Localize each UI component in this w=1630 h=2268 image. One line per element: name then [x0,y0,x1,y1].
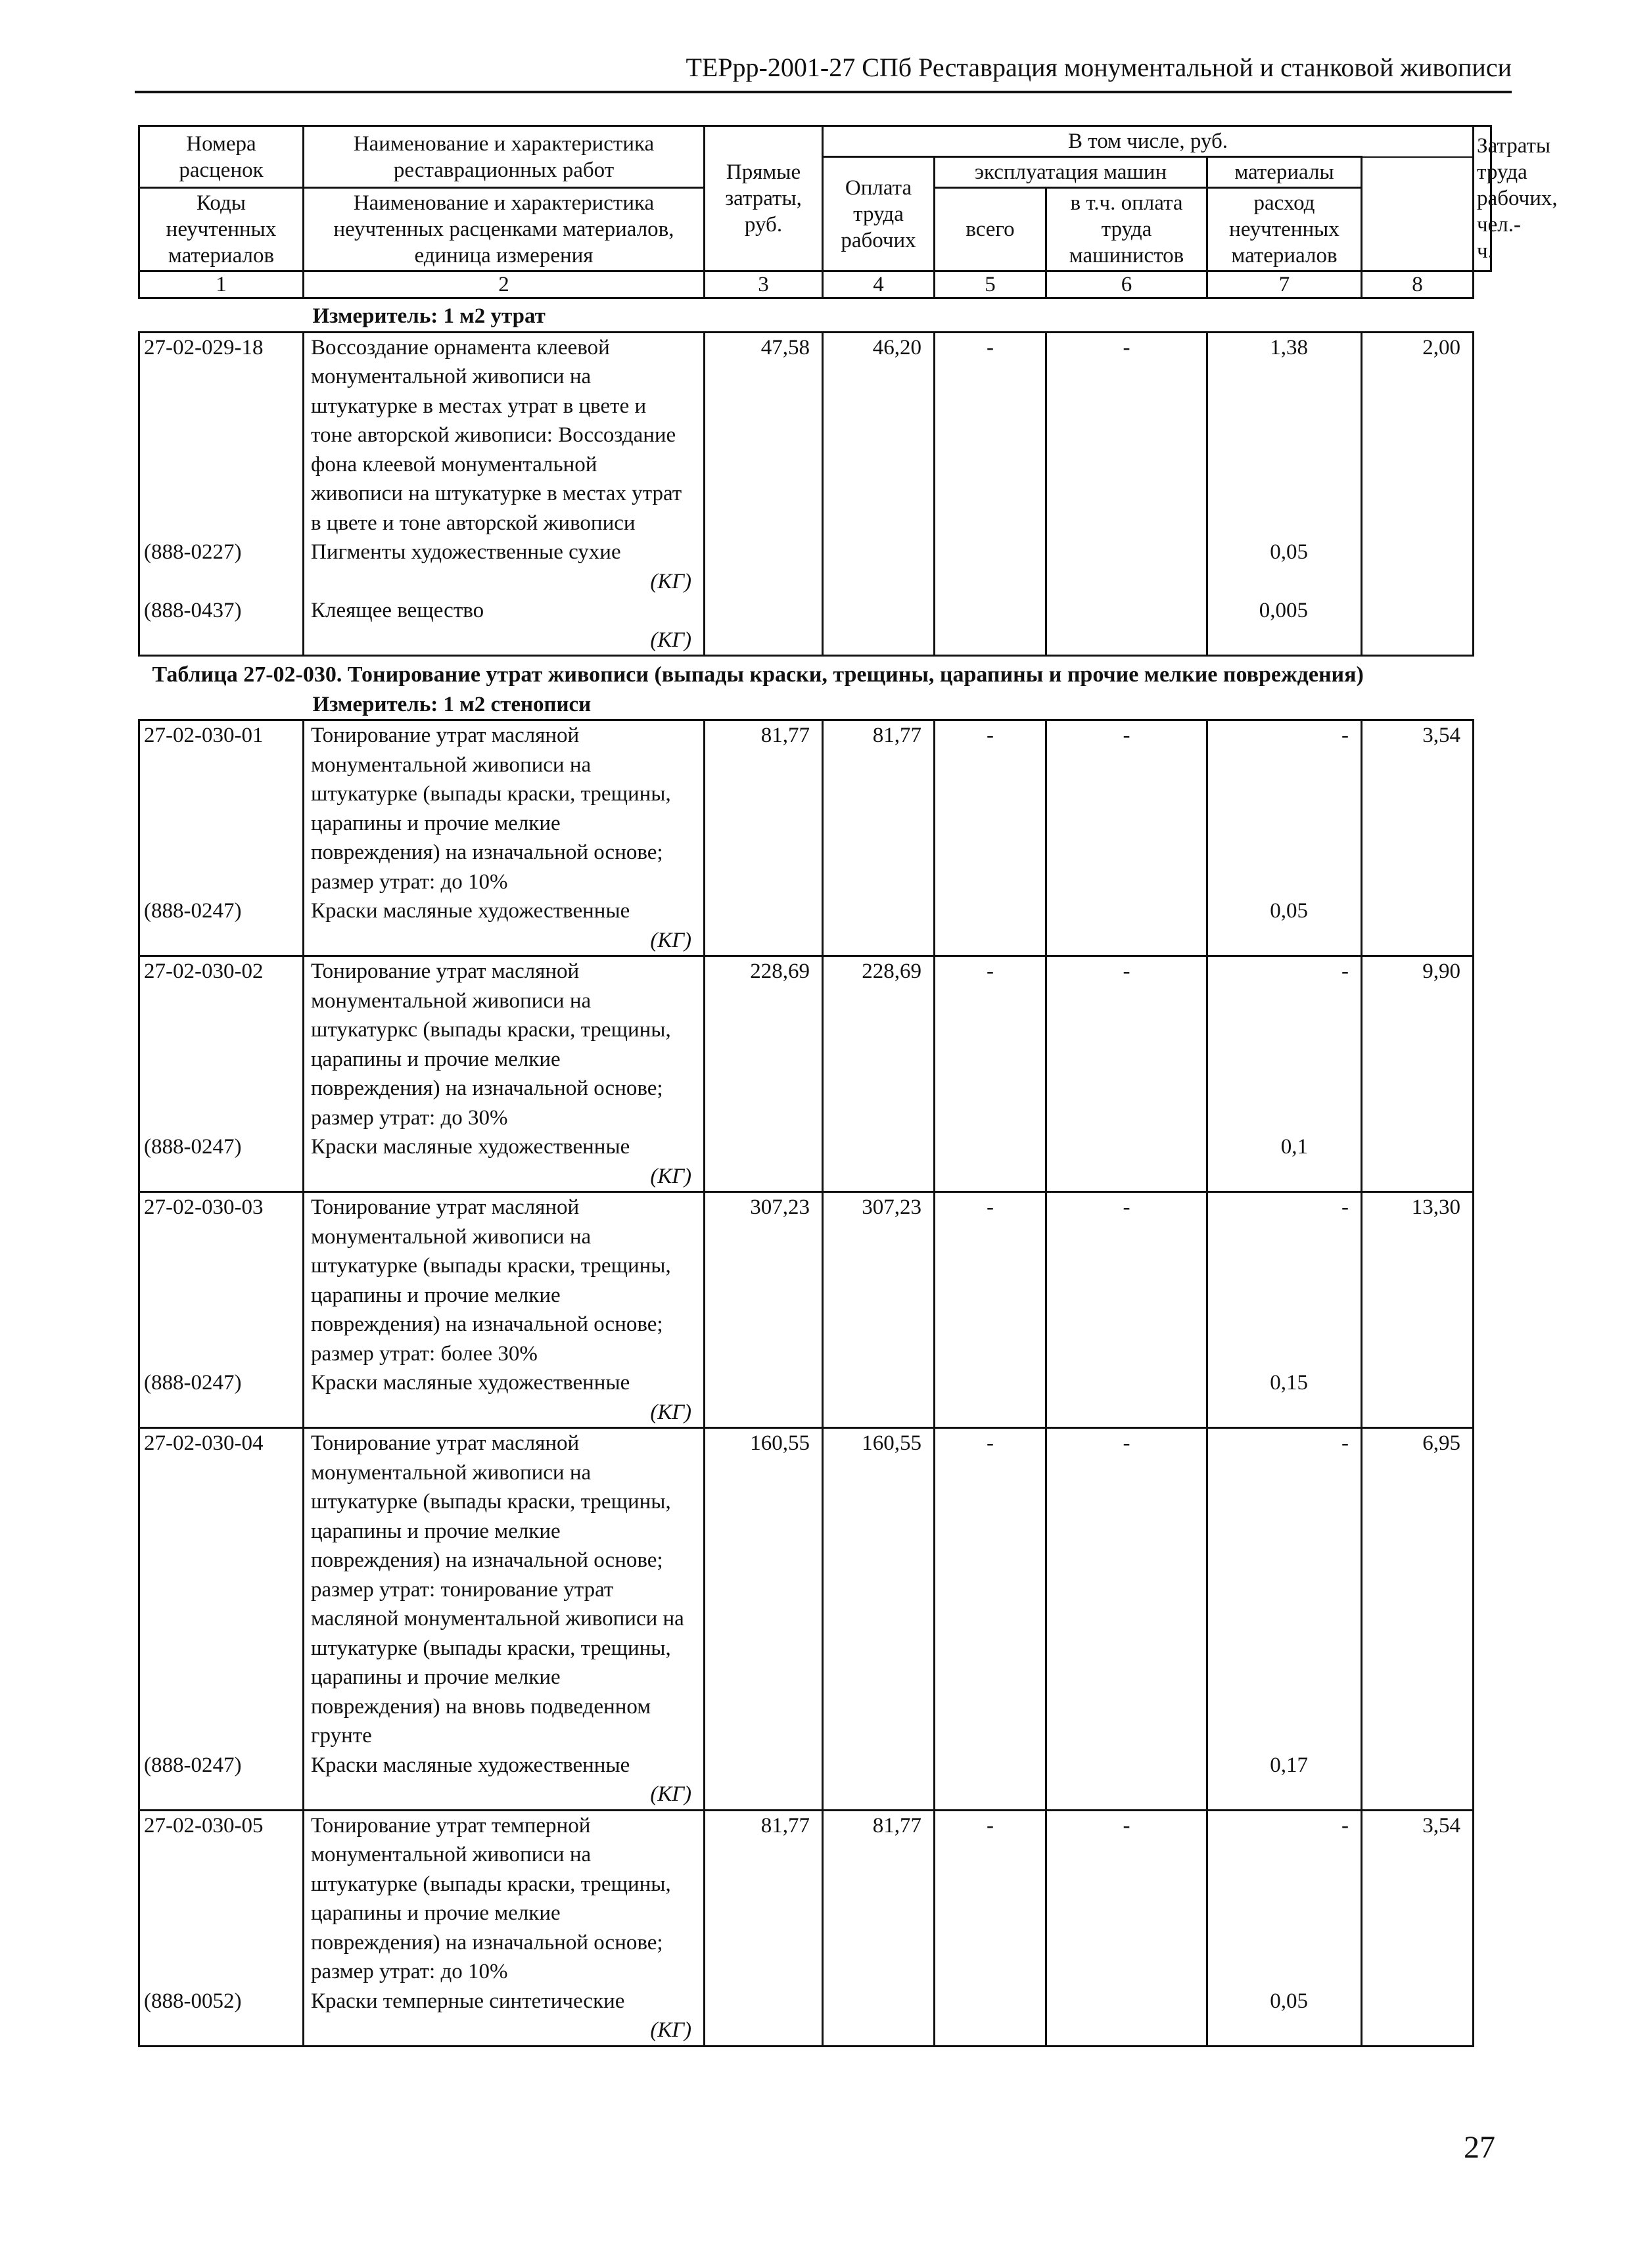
material-amount: 0,005 [1207,596,1362,656]
material-row [139,896,1491,956]
wages: 81,77 [823,720,935,897]
col-number: 4 [823,271,935,298]
machines-total: - [935,1192,1046,1369]
col-unaccounted-materials-header: расход неучтенных материалов [1207,188,1362,271]
work-name: Воссоздание орнамента клеевой монументальной живописи на штукатурке в местах утрат в цвете и тоне авторской живописи: Воссоздание фона клеевой монументальной живописи на штукатурке в местах утрат в цвете и тоне авторской живописи [304,332,705,538]
material-row [139,1132,1491,1192]
direct-costs: 160,55 [705,1428,823,1751]
materials-cost: - [1207,1810,1362,1987]
direct-costs: 81,77 [705,720,823,897]
meter-caption: Измеритель: 1 м2 стенописи [312,692,592,716]
labor-hours: 6,95 [1362,1428,1474,1751]
material-unit: (КГ) [650,2018,691,2042]
work-name: Тонирование утрат масляной монументальной живописи на штукатуркс (выпады краски, трещины, царапины и прочие мелкие повреждения) на изначальной основе; размер утрат: до 30% [304,956,705,1133]
wages: 228,69 [823,956,935,1133]
material-name: Краски масляные художественные (КГ) [304,1368,705,1428]
col-machinist-wages-header: в т.ч. оплата труда машинистов [1046,188,1207,271]
material-amount: 0,17 [1207,1751,1362,1811]
material-code: (888-0052) [139,1987,304,2047]
material-unit: (КГ) [650,1400,691,1424]
col-direct-costs-header: Прямые затраты, руб. [705,126,823,271]
work-name: Тонирование утрат масляной монументальной живописи на штукатурке (выпады краски, трещины, царапины и прочие мелкие повреждения) на изначальной основе; размер утрат: до 10% [304,720,705,897]
machines-total: - [935,1810,1046,1987]
labor-hours: 2,00 [1362,332,1474,538]
rate-code: 27-02-030-05 [139,1810,304,1987]
material-amount: 0,1 [1207,1132,1362,1192]
material-unit: (КГ) [650,1164,691,1188]
machines-total: - [935,956,1046,1133]
material-unit: (КГ) [650,628,691,652]
col-group-header: В том числе, руб. [823,126,1474,157]
labor-hours: 13,30 [1362,1192,1474,1369]
machinist-wages: - [1046,956,1207,1133]
table-row [139,1428,1491,1751]
rate-code: 27-02-030-04 [139,1428,304,1751]
document-title: ТЕРрр-2001-27 СПб Реставрация монументальной и станковой живописи [686,53,1512,82]
materials-cost: - [1207,1428,1362,1751]
labor-hours: 3,54 [1362,720,1474,897]
col-machines-total-header: всего [935,188,1046,271]
page-number: 27 [1464,2130,1495,2165]
material-amount: 0,05 [1207,896,1362,956]
col-number: 6 [1046,271,1207,298]
material-row [139,596,1491,656]
labor-hours: 3,54 [1362,1810,1474,1987]
col-material-codes-header: Коды неучтенных материалов [139,188,304,271]
machines-total: - [935,332,1046,538]
machinist-wages: - [1046,1192,1207,1369]
col-number: 8 [1362,271,1474,298]
material-name: Краски масляные художественные (КГ) [304,1751,705,1811]
meter-caption: Измеритель: 1 м2 утрат [312,304,546,328]
direct-costs: 81,77 [705,1810,823,1987]
wages: 46,20 [823,332,935,538]
material-name: Краски темперные синтетические (КГ) [304,1987,705,2047]
material-amount: 0,05 [1207,1987,1362,2047]
material-unit: (КГ) [650,928,691,952]
materials-cost: - [1207,720,1362,897]
material-code: (888-0247) [139,1751,304,1811]
machinist-wages: - [1046,1428,1207,1751]
table-row [139,1810,1491,1987]
material-code: (888-0247) [139,1368,304,1428]
machines-total: - [935,1428,1046,1751]
rate-code: 27-02-030-02 [139,956,304,1133]
col-wages-header: Оплата труда рабочих [823,157,935,271]
direct-costs: 307,23 [705,1192,823,1369]
material-row [139,1987,1491,2047]
material-amount: 0,05 [1207,538,1362,596]
rate-code: 27-02-030-03 [139,1192,304,1369]
material-code: (888-0437) [139,596,304,656]
table-row [139,332,1491,538]
work-name: Тонирование утрат масляной монументальной живописи на штукатурке (выпады краски, трещины, царапины и прочие мелкие повреждения) на изначальной основе; размер утрат: более 30% [304,1192,705,1369]
machinist-wages: - [1046,1810,1207,1987]
table-header [139,126,1558,298]
col-number: 7 [1207,271,1362,298]
machines-total: - [935,720,1046,897]
rate-code: 27-02-029-18 [139,332,304,538]
material-name: Краски масляные художественные (КГ) [304,1132,705,1192]
material-code: (888-0247) [139,896,304,956]
col-number: 3 [705,271,823,298]
col-rate-number-header: Номера расценок [139,126,304,188]
labor-hours: 9,90 [1362,956,1474,1133]
rate-code: 27-02-030-01 [139,720,304,897]
work-name: Тонирование утрат темперной монументальной живописи на штукатурке (выпады краски, трещины, царапины и прочие мелкие повреждения) на изначальной основе; размер утрат: до 10% [304,1810,705,1987]
materials-cost: 1,38 [1207,332,1362,538]
material-row [139,538,1491,596]
material-row [139,1368,1491,1428]
page-header [135,51,1512,93]
wages: 81,77 [823,1810,935,1987]
col-number: 2 [304,271,705,298]
direct-costs: 228,69 [705,956,823,1133]
work-name: Тонирование утрат масляной монументальной живописи на штукатурке (выпады краски, трещины, царапины и прочие мелкие повреждения) на изначальной основе; размер утрат: тонирование утрат масляной монументальной живописи на штукатурке (выпады краски, трещины, царапины и прочие мелкие повреждения) на вновь подведенном грунте [304,1428,705,1751]
col-number: 5 [935,271,1046,298]
materials-cost: - [1207,956,1362,1133]
rates-table [138,125,1558,2047]
material-row [139,1751,1491,1811]
table-body [139,298,1491,2047]
machinist-wages: - [1046,720,1207,897]
col-materials-header: материалы [1207,157,1362,188]
material-unit: (КГ) [650,569,691,593]
machinist-wages: - [1046,332,1207,538]
table-title: Таблица 27-02-030. Тонирование утрат живописи (выпады краски, трещины, царапины и прочие мелкие повреждения) [152,662,1364,687]
direct-costs: 47,58 [705,332,823,538]
material-amount: 0,15 [1207,1368,1362,1428]
material-name: Клеящее вещество (КГ) [304,596,705,656]
wages: 307,23 [823,1192,935,1369]
material-code: (888-0227) [139,538,304,596]
table-row [139,720,1491,897]
wages: 160,55 [823,1428,935,1751]
material-name: Краски масляные художественные (КГ) [304,896,705,956]
col-number: 1 [139,271,304,298]
col-machines-header: эксплуатация машин [935,157,1207,188]
materials-cost: - [1207,1192,1362,1369]
material-unit: (КГ) [650,1782,691,1806]
col-labor-hours-header: Затраты труда рабочих, чел.-ч. [1474,126,1491,271]
col-work-name-header: Наименование и характеристика реставрационных работ [304,126,705,188]
table-row [139,956,1491,1133]
col-material-name-header: Наименование и характеристика неучтенных расценками материалов, единица измерения [304,188,705,271]
material-code: (888-0247) [139,1132,304,1192]
material-name: Пигменты художественные сухие (КГ) [304,538,705,596]
table-row [139,1192,1491,1369]
